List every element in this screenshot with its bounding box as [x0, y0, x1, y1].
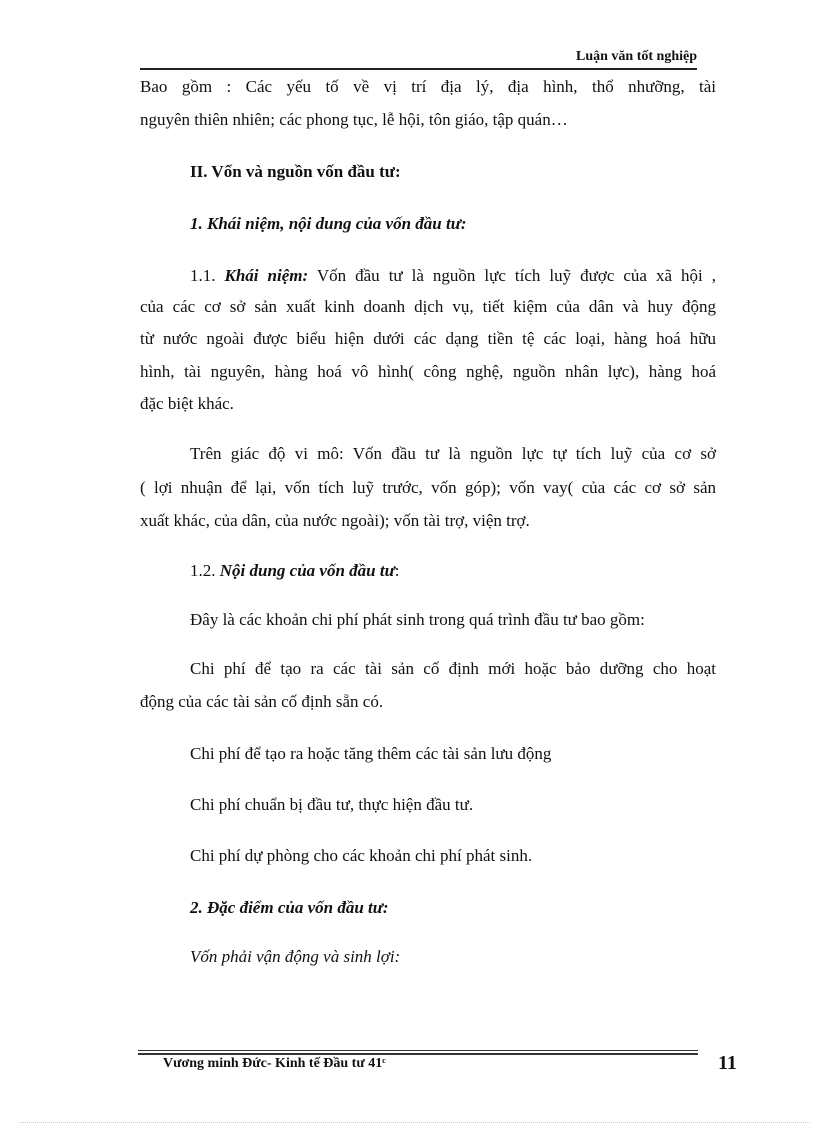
paragraph-line: Chi phí để tạo ra các tài sản cố định mới hoặc bảo dưỡng cho hoạt — [190, 659, 716, 678]
paragraph-line: đặc biệt khác. — [140, 394, 234, 413]
paragraph-line: xuất khác, của dân, của nước ngoài); vốn tài trợ, viện trợ. — [140, 511, 530, 530]
paragraph-line: của các cơ sở sản xuất kinh doanh dịch vụ, tiết kiệm của dân và huy động — [140, 297, 716, 316]
paragraph-line: Đây là các khoản chi phí phát sinh trong quá trình đầu tư bao gồm: — [190, 610, 645, 629]
subsection-heading: 2. Đặc điểm của vốn đầu tư: — [190, 898, 389, 917]
item-text: Vốn đầu tư là nguồn lực tích luỹ được của xã hội , — [316, 266, 717, 285]
header-rule — [140, 68, 697, 70]
subsection-heading: 1. Khái niệm, nội dung của vốn đầu tư: — [190, 214, 467, 233]
paragraph-line: từ nước ngoài được biểu hiện dưới các dạng tiền tệ các loại, hàng hoá hữu — [140, 329, 716, 348]
item-number: 1.2. — [190, 561, 216, 580]
item-1-1-line — [190, 265, 716, 287]
paragraph-line: ( lợi nhuận để lại, vốn tích luỹ trước, vốn góp); vốn vay( của các cơ sở sản — [140, 478, 716, 497]
item-colon: : — [394, 561, 400, 580]
footer-author: Vương minh Đức- Kinh tế Đầu tư 41ᶜ — [163, 1056, 386, 1071]
paragraph-line: nguyên thiên nhiên; các phong tục, lễ hội, tôn giáo, tập quán… — [140, 110, 568, 129]
footer-rule — [138, 1050, 698, 1051]
section-heading: II. Vốn và nguồn vốn đầu tư: — [190, 162, 401, 181]
footer-rule — [138, 1053, 698, 1055]
item-term: Nội dung của vốn đầu tư — [219, 561, 395, 580]
page-number: 11 — [718, 1052, 737, 1074]
paragraph-line: Bao gồm : Các yếu tố về vị trí địa lý, địa hình, thổ nhưỡng, tài — [140, 77, 716, 96]
paragraph-line: động của các tài sản cố định sẵn có. — [140, 692, 384, 711]
item-1-2-line — [190, 560, 400, 582]
item-term: Khái niệm: — [224, 266, 309, 285]
header-title: Luận văn tốt nghiệp — [576, 49, 697, 64]
paragraph-line: Chi phí để tạo ra hoặc tăng thêm các tài sản lưu động — [190, 744, 552, 763]
paragraph-line: Chi phí chuẩn bị đầu tư, thực hiện đầu tư. — [190, 795, 474, 814]
item-number: 1.1. — [190, 266, 216, 285]
paragraph-line: Vốn phải vận động và sinh lợi: — [190, 947, 401, 966]
paragraph-line: hình, tài nguyên, hàng hoá vô hình( công nghệ, nguồn nhân lực), hàng hoá — [140, 362, 716, 381]
paragraph-line: Trên giác độ vi mô: Vốn đầu tư là nguồn lực tự tích luỹ của cơ sở — [190, 444, 716, 463]
paragraph-line: Chi phí dự phòng cho các khoản chi phí phát sinh. — [190, 846, 533, 865]
